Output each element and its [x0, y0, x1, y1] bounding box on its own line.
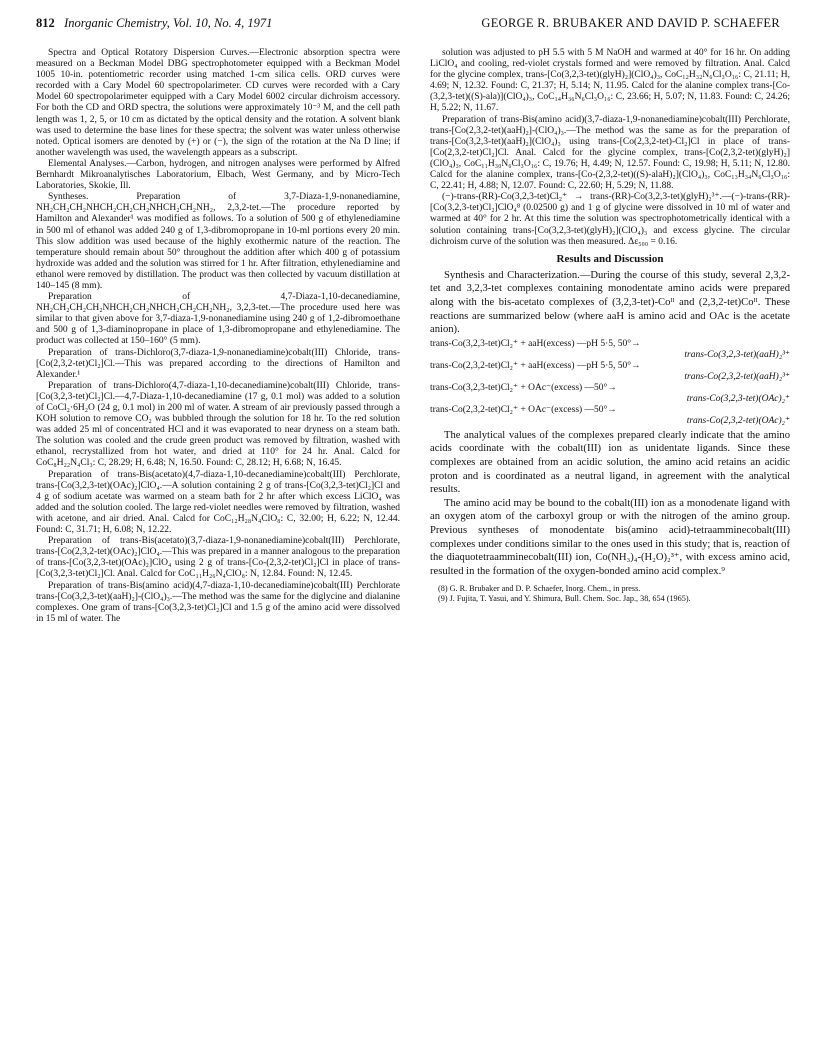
paragraph-dichloro-323: Preparation of trans-Dichloro(4,7-diaza-1,10-decanediamine)cobalt(III) Chloride, trans-[Co(3,2,3-tet)Cl₂]Cl.—4,7-Diaza-1,10-decanediamine (17 g, 0.1 mol) was added to a solution of CoCl₂·6H₂O (24 g, 0.1 mol) in 200 ml of water. A stream of air previously passed through a KOH solution to remove CO₂ was bubbled through the solution for 18 hr. To the red solution was added 25 ml of concentrated HCl and it was evaporated to near dryness on a steam bath. The solution was cooled and the crude green product was removed by filtration, washed with ethanol, recrystallized from hot water, and dried at 110° for 24 hr. Anal. Calcd for CoC₈H₂₂N₄Cl₃: C, 28.29; H, 6.48; N, 16.50. Found: C, 28.12; H, 6.68; N, 16.45.	[36, 380, 400, 469]
equation-1-left: trans-Co(3,2,3-tet)Cl₂⁺ + aaH(excess) —pH 5·5, 50°→	[430, 338, 641, 349]
paragraph-bisacetato-323: Preparation of trans-Bis(acetato)(4,7-diaza-1,10-decanediamine)cobalt(III) Perchlorate, trans-[Co(3,2,3-tet)(OAc)₂]ClO₄.—A solution containing 2 g of trans-[Co(3,2,3-tet)Cl₂]Cl and 4 g of sodium acetate was warmed on a steam bath for 2 hr after which excess LiClO₄ was added and the solution cooled. The large red-violet needles were removed by filtration, washed with acetone, and air dried. Anal. Calcd for CoC₁₂H₂₈N₄ClO₈: C, 32.00; H, 6.22; N, 12.44. Found: C, 31.71; H, 6.08; N, 12.22.	[36, 469, 400, 536]
paragraph-continued: solution was adjusted to pH 5.5 with 5 M NaOH and warmed at 40° for 16 hr. On adding LiClO₄ and cooling, red-violet crystals formed and were removed by filtration. Anal. Calcd for the glycine complex, trans-[Co(3,2,3-tet)(glyH)₂](ClO₄)₃, CoC₁₂H₃₂N₆Cl₃O₁₆: C, 21.11; H, 4.69; N, 12.32. Found: C, 21.37; H, 5.14; N, 11.95. Calcd for the alanine complex trans-[Co-(3,2,3-tet)((S)-ala)](ClO₄)₃, CoC₁₄H₃₆N₆Cl₃O₁₆: C, 23.66; H, 5.07; N, 11.83. Found: C, 24.26; H, 5.22; N, 11.67.	[430, 48, 790, 114]
discussion-block	[430, 269, 790, 337]
journal-citation: Inorganic Chemistry, Vol. 10, No. 4, 1971	[64, 16, 273, 30]
page-number: 812	[36, 16, 55, 30]
paragraph-synthesis-characterization: Synthesis and Characterization.—During the course of this study, several 2,3,2-tet and 3,2,3-tet complexes containing monodentate amino acids were prepared along with the bis-acetato complexes of (3,2,3-tet)-Coᴵᴵ and (2,3,2-tet)Coᴵᴵ. These reactions are summarized below (where aaH is amino acid and OAc is the acetate anion).	[430, 269, 790, 336]
reaction-equations	[430, 339, 790, 427]
running-header	[36, 16, 780, 36]
paragraph-323tet: Preparation of 4,7-Diaza-1,10-decanediamine, NH₂CH₂CH₂CH₂NHCH₂CH₂NHCH₂CH₂CH₂NH₂, 3,2,3-tet.—The procedure used here was similar to that given above for 3,7-diaza-1,9-nonanediamine using 240 g of 1,2-dibromoethane and 500 g of 1,3-diaminopropane in place of 1,3-dibromopropane and ethylenediamine. The product was collected at 150–160° (5 mm).	[36, 292, 400, 347]
paragraph-bisaminoacid-323: Preparation of trans-Bis(amino acid)(4,7-diaza-1,10-decanediamine)cobalt(III) Perchlorate trans-[Co(3,2,3-tet)(aaH)₂]-(ClO₄)₃.—The method was the same for the diglycine and dialanine complexes. One gram of trans-[Co(3,2,3-tet)Cl₂]Cl and 1.5 g of the amino acid were dissolved in 15 ml of water. The	[36, 580, 400, 624]
paragraph-spectra: Spectra and Optical Rotatory Dispersion Curves.—Electronic absorption spectra were measured on a Beckman Model DBG spectrophotometer equipped with a Beckman Model 1005 10-in. potentiometric recorder using matched 1-cm silica cells. ORD curves were recorded with a Cary Model 60 spectropolarimeter. CD curves were recorded with a Cary Model 60 spectropolarimeter equipped with a Cary Model 6002 circular dichroism accessory. For both the CD and ORD spectra, the solutions were approximately 10⁻³ M, and the cell path length was 1, 2, 5, or 10 cm as dictated by the optical density and the rotation. A solvent blank was used to determine the base lines for these spectra; the solvent was water unless otherwise noted. Optical isomers are denoted by (+) or (−), the sign of the rotation at the Na D line; if another wavelength was used, the wavelength appears as a subscript.	[36, 48, 400, 158]
equation-4-right: trans-Co(2,3,2-tet)(OAc)₂⁺	[686, 415, 790, 426]
author-names: GEORGE R. BRUBAKER AND DAVID P. SCHAEFER	[481, 16, 780, 30]
footnotes	[430, 584, 790, 604]
discussion-block-2	[430, 429, 790, 579]
equation-2-left: trans-Co(2,3,2-tet)Cl₂⁺ + aaH(excess) —pH 5·5, 50°→	[430, 360, 641, 371]
section-heading: Results and Discussion	[556, 252, 664, 265]
paragraph-syntheses-232tet: Syntheses. Preparation of 3,7-Diaza-1,9-nonanediamine, NH₂CH₂CH₂NHCH₂CH₂CH₂NHCH₂CH₂NH₂, 2,3,2-tet.—The procedure reported by Hamilton and Alexander¹ was modified as follows. To a solution of 500 g of ethylenediamine in 500 ml of ethanol was added 240 g of 1,3-dibromopropane in 10-ml portions every 20 min. This slow addition was used because of the highly exothermic nature of the reaction. The temperature should remain about 50° throughout the addition after which 400 g of potassium hydroxide was added and the solution was stirred for 1 hr. After filtration, ethylenediamine and ethanol were removed by distillation. The product was then collected by vacuum distillation at 140–145 (8 mm).	[36, 192, 400, 291]
paragraph-bisacetato-232: Preparation of trans-Bis(acetato)(3,7-diaza-1,9-nonanediamine)cobalt(III) Perchlorate, trans-[Co(2,3,2-tet)(OAc)₂]ClO₄.—This was prepared in a manner analogous to the preparation of trans-[Co(3,2,3-tet)(OAc)₂]ClO₄ using 2 g of trans-[Co-(2,3,2-tet)Cl₂]Cl in place of trans-[Co(3,2,3-tet)Cl₂]Cl. Anal. Calcd for CoC₁₁H₂₆N₄ClO₈: N, 12.84. Found: N, 12.45.	[36, 536, 400, 580]
equation-1-right: trans-Co(3,2,3-tet)(aaH)₂³⁺	[684, 349, 790, 360]
paragraph-analytical-values: The analytical values of the complexes prepared clearly indicate that the amino acids coordinate with the cobalt(III) ion as unidentate ligands. Since these complexes are obtained from an acidic solution, the amino acid retains an acidic proton and is coordinated as a neutral ligand, in agreement with the analytical results.	[430, 429, 790, 496]
paragraph-dichloro-232: Preparation of trans-Dichloro(3,7-diaza-1,9-nonanediamine)cobalt(III) Chloride, trans-[Co(2,3,2-tet)Cl₂]Cl.—This was prepared according to the directions of Hamilton and Alexander.¹	[36, 347, 400, 380]
left-column	[36, 48, 400, 625]
paragraph-bisaminoacid-232: Preparation of trans-Bis(amino acid)(3,7-diaza-1,9-nonanediamine)cobalt(III) Perchlorate, trans-[Co(2,3,2-tet)(aaH)₂]-(ClO₄)₃.—The method was the same as for the preparation of trans-[Co(3,2,3-tet)(aaH)₂](ClO₄)₃ using trans-[Co(2,3,2-tet)-Cl₂]Cl in place of trans-[Co(2,3,2-tet)Cl₂]Cl. Anal. Calcd for the glycine complex, trans-[Co(2,3,2-tet)(glyH)₂](ClO₄)₃, CoC₁₁H₃₀N₆Cl₃O₁₆: C, 19.76; H, 4.49; N, 12.57. Found: C, 19.98; H, 5.11; N, 12.80. Calcd for the alanine complex, trans-[Co-(2,3,2-tet)((S)-alaH)₂](ClO₄)₃, CoC₁₃H₃₄N₆Cl₃O₁₆: C, 22.41; H, 4.88; N, 12.07. Found: C, 22.60; H, 5.29; N, 11.88.	[430, 114, 790, 192]
paragraph-elemental-analyses: Elemental Analyses.—Carbon, hydrogen, and nitrogen analyses were performed by Alfred Bernhardt Mikroanalytisches Laboratorium, Elbach, West Germany, and by Micro-Tech Laboratories, Skokie, Ill.	[36, 158, 400, 192]
equation-2-right: trans-Co(2,3,2-tet)(aaH)₂³⁺	[684, 371, 790, 382]
equation-3-left: trans-Co(3,2,3-tet)Cl₂⁺ + OAc⁻(excess) —50°→	[430, 382, 617, 393]
equation-3-right: trans-Co(3,2,3-tet)(OAc)₂⁺	[686, 393, 790, 404]
paragraph-binding-mode: The amino acid may be bound to the cobalt(III) ion as a monodenate ligand with an oxygen atom of the carboxyl group or with the nitrogen of the amino group. Previous syntheses of monodentate bis(amino acid)-tetraamminecobalt(III) complexes under conditions similar to the ones used in this study; that is, reaction of the diaquotetraamminecobalt(III) ion, Co(NH₃)₄-(H₂O)₂³⁺, with excess amino acid, resulted in the formation of the oxygen-bonded amino acid complex.⁹	[430, 497, 790, 577]
paragraph-rr-glycine: (−)-trans-(RR)-Co(3,2,3-tet)Cl₂⁺ → trans-(RR)-Co(3,2,3-tet)(glyH)₂³⁺.—(−)-trans-(RR)-[Co(3,2,3-tet)Cl₂]ClO₄⁸ (0.02500 g) and 1 g of glycine were dissolved in 10 ml of water and warmed at 40° for 2 hr. At this time the solution was spectrophotometrically identical with a solution containing trans-[Co(3,2,3-tet)(glyH)₂](ClO₄)₃ and excess glycine. The circular dichroism curve of the solution was then measured. Δε₅₀₀ = 0.16.	[430, 192, 790, 247]
equation-4-left: trans-Co(2,3,2-tet)Cl₂⁺ + OAc⁻(excess) —50°→	[430, 404, 617, 415]
right-column	[430, 48, 790, 604]
footnote-9: (9) J. Fujita, T. Yasui, and Y. Shimura, Bull. Chem. Soc. Jap., 38, 654 (1965).	[438, 594, 691, 604]
footnote-8: (8) G. R. Brubaker and D. P. Schaefer, Inorg. Chem., in press.	[438, 584, 641, 594]
